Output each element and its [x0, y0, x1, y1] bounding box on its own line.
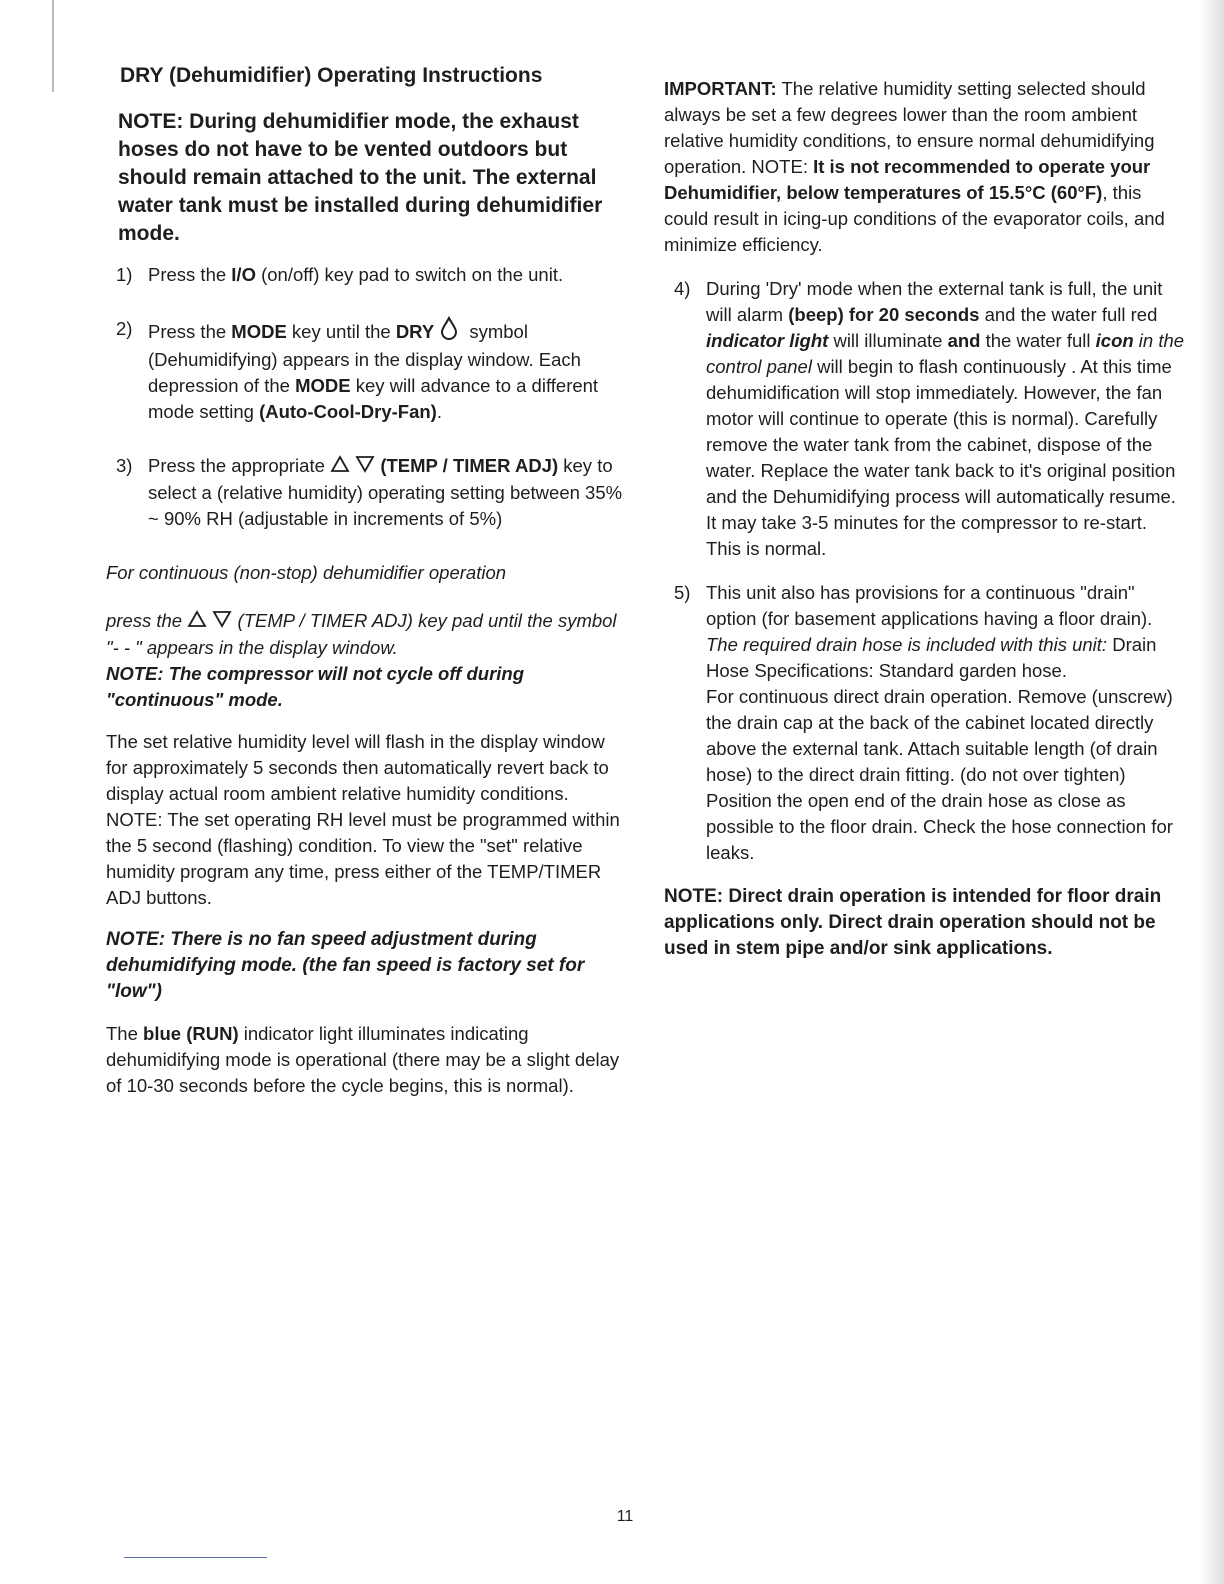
right-column [664, 76, 1186, 978]
step-text: Press the appropriate (TEMP / TIMER ADJ) key to select a (relative humidity) operating setting between 35% ~ 90% RH (adjustable in increments of 5%) [148, 455, 623, 530]
continuous-instruction: press the (TEMP / TIMER ADJ) key pad until the symbol "- - " appears in the display window. NOTE: The compressor will not cycle off during "continuous" mode. [106, 610, 617, 711]
step-text: Press the I/O (on/off) key pad to switch on the unit. [148, 264, 564, 285]
step-3 [106, 453, 626, 532]
up-triangle-icon [330, 454, 350, 480]
left-column [106, 64, 626, 1115]
step-text: This unit also has provisions for a continuous "drain" option (for basement applications having a floor drain). The required drain hose is included with this unit: Drain Hose Specifications: Standard garden hose. For continuous direct drain operation. Remove (unscrew) the drain cap at the back of the cabinet located directly above the external tank. Attach suitable length (of drain hose) to the direct drain fitting. (do not over tighten) Position the open end of the drain hose as close as possible to the floor drain. Check the hose connection for leaks. [706, 582, 1173, 863]
step-number: 3) [116, 455, 133, 476]
page-title: DRY (Dehumidifier) Operating Instructions [120, 64, 543, 87]
binder-line [52, 0, 54, 92]
step-2 [106, 316, 626, 425]
step-5 [664, 580, 1186, 866]
footer-rule [124, 1557, 267, 1558]
step-number: 4) [674, 278, 691, 299]
page-number: 11 [616, 1508, 634, 1525]
step-text: Press the MODE key until the DRY symbol (Dehumidifying) appears in the display window. Each depression of the MODE key will advance to a different mode setting (Auto-Cool-Dry-Fan). [148, 316, 626, 425]
step-number: 5) [674, 582, 691, 603]
step-text: During 'Dry' mode when the external tank is full, the unit will alarm (beep) for 20 seconds and the water full red indicator light will illuminate and the water full icon in the control panel will begin to flash continuously . At this time dehumidification will stop immediately. However, the fan motor will continue to operate (this is normal). Carefully remove the water tank from the cabinet, dispose of the water. Replace the water tank back to it's original position and the Dehumidifying process will automatically resume. It may take 3-5 minutes for the compressor to re-start. This is normal. [706, 278, 1185, 559]
page-edge-shadow [1200, 0, 1224, 1584]
step-number: 2) [116, 318, 133, 339]
step-4 [664, 276, 1186, 562]
down-triangle-icon [212, 609, 232, 635]
up-triangle-icon [187, 609, 207, 635]
mode-note: NOTE: During dehumidifier mode, the exhaust hoses do not have to be vented outdoors but should remain attached to the unit. The external water tank must be installed during dehumidifier mode. [118, 110, 603, 245]
set-rh-paragraph: The set relative humidity level will flash in the display window for approximately 5 seconds then automatically revert back to display actual room ambient relative humidity conditions. NOTE: The set operating RH level must be programmed within the 5 second (flashing) condition. To view the "set" relative humidity program any time, press either of the TEMP/TIMER ADJ buttons. [106, 731, 620, 909]
down-triangle-icon [355, 454, 375, 480]
step-1 [106, 262, 626, 288]
droplet-icon [440, 316, 458, 347]
continuous-heading: For continuous (non-stop) dehumidifier operation [106, 562, 507, 584]
fan-speed-note: NOTE: There is no fan speed adjustment during dehumidifying mode. (the fan speed is factory set for "low") [106, 929, 585, 1003]
important-paragraph: IMPORTANT: The relative humidity setting selected should always be set a few degrees lower than the room ambient relative humidity conditions, to ensure normal dehumidifying operation. NOTE: It is not recommended to operate your Dehumidifier, below temperatures of 15.5°C (60°F), this could result in icing-up conditions of the evaporator coils, and minimize efficiency. [664, 78, 1165, 255]
run-indicator-paragraph: The blue (RUN) indicator light illuminates indicating dehumidifying mode is operational (there may be a slight delay of 10-30 seconds before the cycle begins, this is normal). [106, 1023, 620, 1097]
direct-drain-note: NOTE: Direct drain operation is intended for floor drain applications only. Direct drain operation should not be used in stem pipe and/or sink applications. [664, 886, 1162, 959]
step-number: 1) [116, 264, 133, 285]
